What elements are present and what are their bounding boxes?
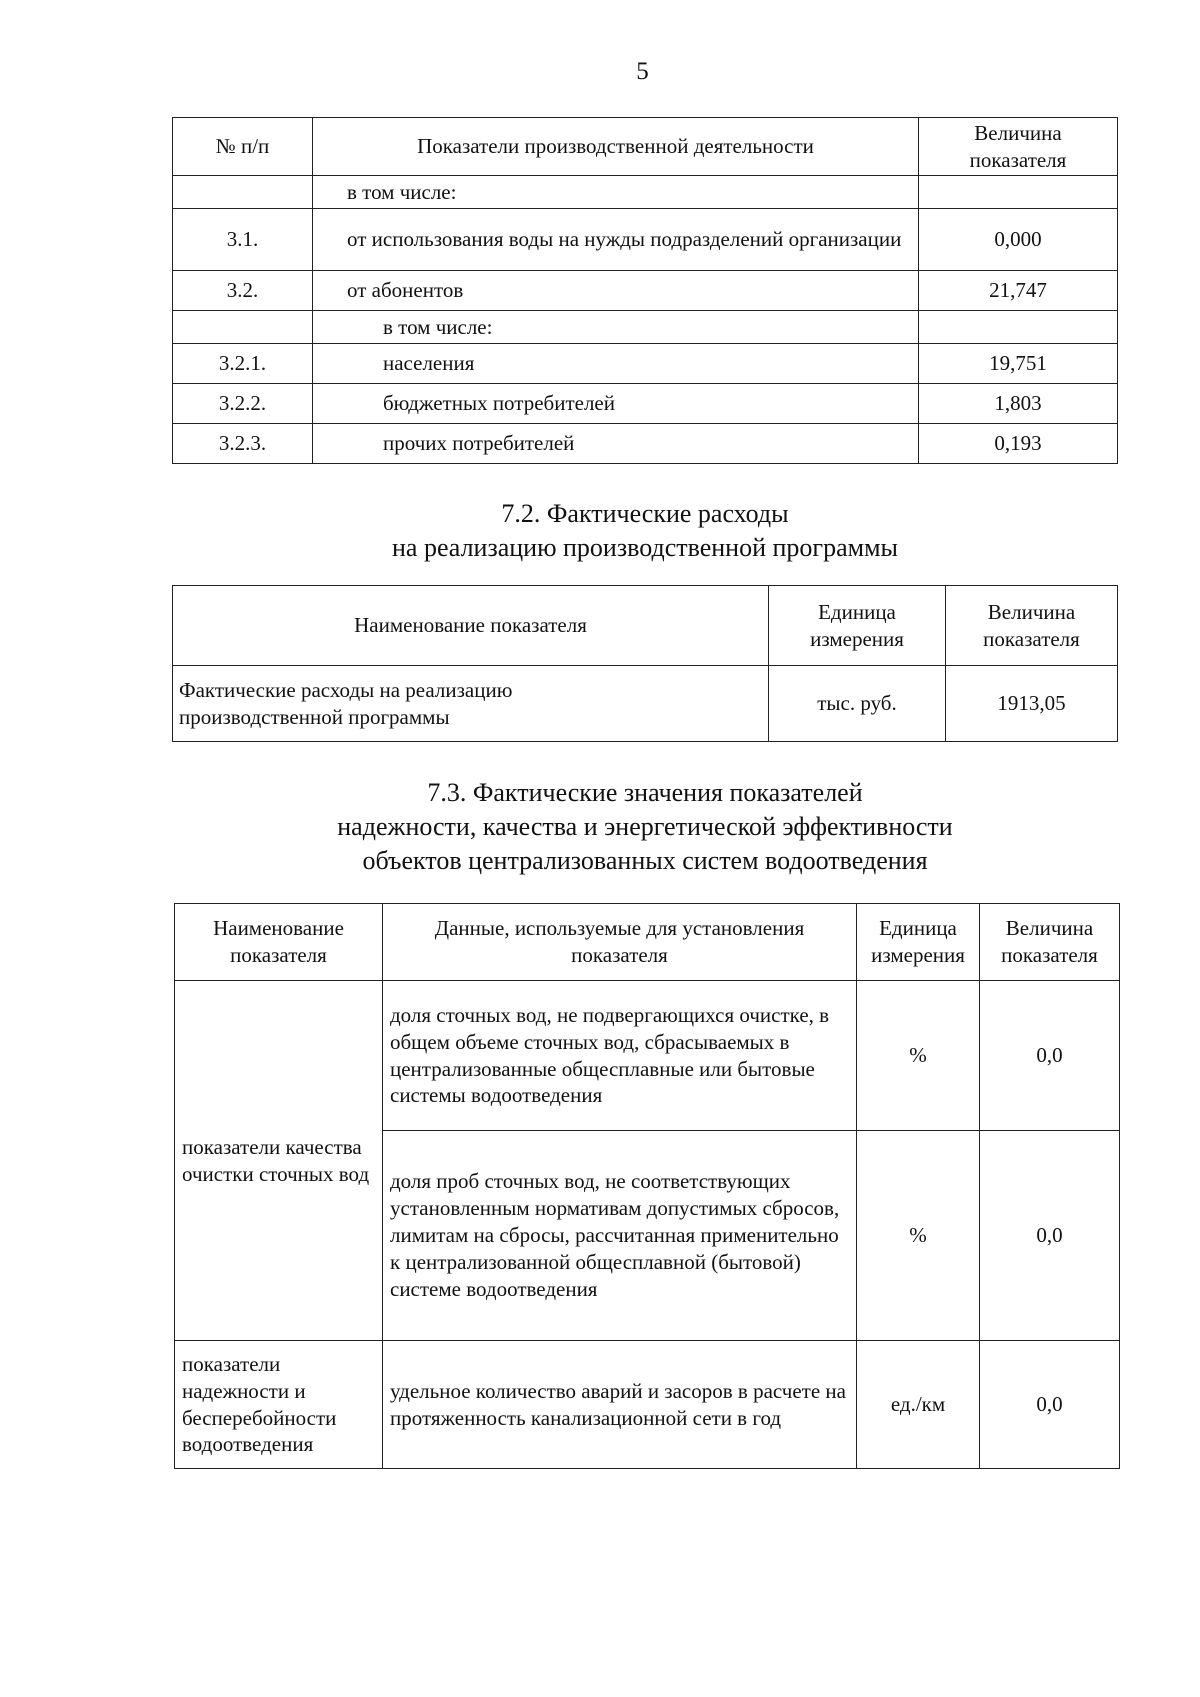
row-unit: тыс. руб. [769,666,946,742]
header-data: Данные, используемые для установления показателя [383,904,857,981]
row-num [173,311,313,344]
section-title-line: 7.2. Фактические расходы [501,499,789,528]
table-row [173,176,1118,209]
row-label: в том числе: [313,176,919,209]
header-value: Величина показателя [980,904,1120,981]
row-value: 0,193 [919,424,1118,464]
table-header-row [173,586,1118,666]
row-value: 0,0 [980,981,1120,1131]
actual-expenses-table [172,585,1118,742]
table-row [173,209,1118,271]
row-num: 3.2.3. [173,424,313,464]
row-name: Фактические расходы на реализацию производственной программы [173,666,769,742]
row-label: от использования воды на нужды подразделений организации [313,209,919,271]
row-num: 3.2.1. [173,344,313,384]
row-value: 1,803 [919,384,1118,424]
row-data: доля сточных вод, не подвергающихся очистке, в общем объеме сточных вод, сбрасываемых в централизованные общесплавные или бытовые системы водоотведения [383,981,857,1131]
table-row [173,271,1118,311]
row-num [173,176,313,209]
table-row [173,424,1118,464]
row-label: в том числе: [313,311,919,344]
header-indicator: Показатели производственной деятельности [313,118,919,176]
row-value: 21,747 [919,271,1118,311]
row-unit: % [857,981,980,1131]
header-num: № п/п [173,118,313,176]
table-row [173,666,1118,742]
header-name: Наименование показателя [175,904,383,981]
header-name: Наименование показателя [173,586,769,666]
row-label: прочих потребителей [313,424,919,464]
row-num: 3.2.2. [173,384,313,424]
row-value: 0,0 [980,1341,1120,1469]
page-number: 5 [636,58,649,85]
row-num: 3.2. [173,271,313,311]
row-label: от абонентов [313,271,919,311]
section-title-line: надежности, качества и энергетической эффективности [337,811,953,841]
section-7-2-title [172,497,1118,565]
table-header-row [173,118,1118,176]
row-value: 0,0 [980,1131,1120,1341]
header-value: Величина показателя [946,586,1118,666]
table-row [173,344,1118,384]
header-unit: Единица измерения [769,586,946,666]
group-name: показатели надежности и бесперебойности водоотведения [175,1341,383,1469]
row-value: 1913,05 [946,666,1118,742]
reliability-quality-table [174,903,1120,1469]
header-value: Величина показателя [919,118,1118,176]
production-indicators-table [172,117,1118,464]
row-value [919,311,1118,344]
table-row [173,384,1118,424]
row-data: удельное количество аварий и засоров в расчете на протяженность канализационной сети в год [383,1341,857,1469]
table-header-row [175,904,1120,981]
table-row [173,311,1118,344]
row-value: 0,000 [919,209,1118,271]
row-unit: ед./км [857,1341,980,1469]
section-title-line: на реализацию производственной программы [391,532,898,562]
header-unit: Единица измерения [857,904,980,981]
row-unit: % [857,1131,980,1341]
row-num: 3.1. [173,209,313,271]
row-value [919,176,1118,209]
section-title-line: объектов централизованных систем водоотведения [362,845,928,875]
row-data: доля проб сточных вод, не соответствующих установленным нормативам допустимых сбросов, лимитам на сбросы, рассчитанная применительно к централизованной общесплавной (бытовой) системе водоотведения [383,1131,857,1341]
section-7-3-title [172,776,1118,877]
row-label: населения [313,344,919,384]
row-value: 19,751 [919,344,1118,384]
group-name: показатели качества очистки сточных вод [175,981,383,1341]
table-row [175,981,1120,1131]
table-row [175,1341,1120,1469]
row-label: бюджетных потребителей [313,384,919,424]
section-title-line: 7.3. Фактические значения показателей [427,778,863,807]
